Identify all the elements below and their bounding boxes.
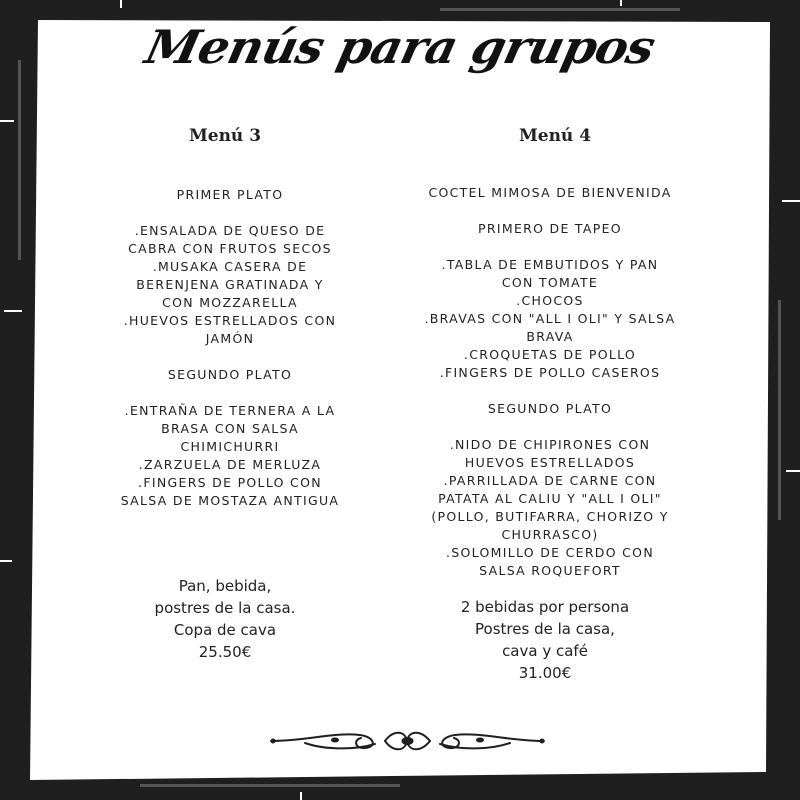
page-title: Menús para grupos [140,20,660,74]
dish-line: .ENSALADA DE QUESO DE [134,223,326,238]
menu-3-includes [100,575,350,663]
include-line: 2 bebidas por persona [460,598,630,616]
dish-line: .CROQUETAS DE POLLO [463,347,637,362]
dish-line: BERENJENA GRATINADA Y [136,277,324,292]
section-heading: SEGUNDO PLATO [167,367,293,382]
dish-line: .NIDO DE CHIPIRONES CON [449,437,651,452]
dish-line: .MUSAKA CASERA DE [152,259,308,274]
welcome-line: COCTEL MIMOSA DE BIENVENIDA [428,185,672,200]
menu-4-price: 31.00€ [518,664,572,682]
dish-line: HUEVOS ESTRELLADOS [464,455,636,470]
dish-line: .FINGERS DE POLLO CASEROS [439,365,661,380]
dish-line: (POLLO, BUTIFARRA, CHORIZO Y [431,509,669,524]
dish-line: PATATA AL CALIU Y "ALL I OLI" [438,491,662,506]
menu-4-heading: Menú 4 [518,126,592,146]
include-line: Copa de cava [173,621,277,639]
dish-line: CON MOZZARELLA [162,295,298,310]
menu-4-dishes [390,184,710,580]
dish-line: CABRA CON FRUTOS SECOS [128,241,332,256]
dish-line: .SOLOMILLO DE CERDO CON [446,545,654,560]
menu-3-heading: Menú 3 [188,126,262,146]
dish-line: .TABLA DE EMBUTIDOS Y PAN [441,257,659,272]
dish-line: .FINGERS DE POLLO CON [138,475,322,490]
section-heading: SEGUNDO PLATO [487,401,613,416]
dish-line: .PARRILLADA DE CARNE CON [443,473,657,488]
include-line: Postres de la casa, [475,620,615,638]
dish-line: .CHOCOS [516,293,584,308]
dish-line: .HUEVOS ESTRELLADOS CON [123,313,337,328]
dish-line: CON TOMATE [501,275,599,290]
menu-3-price: 25.50€ [198,643,252,661]
dish-line: BRAVA [526,329,574,344]
menu-3-dishes [70,186,390,510]
dish-line: .ENTRAÑA DE TERNERA A LA [124,403,336,418]
include-line: postres de la casa. [154,599,296,617]
dish-line: SALSA ROQUEFORT [479,563,621,578]
dish-line: CHIMICHURRI [180,439,280,454]
flourish-divider-icon [265,720,550,762]
section-heading: PRIMER PLATO [176,187,284,202]
dish-line: SALSA DE MOSTAZA ANTIGUA [120,493,340,508]
section-heading: PRIMERO DE TAPEO [478,221,622,236]
dish-line: JAMÓN [205,331,255,346]
include-line: Pan, bebida, [178,577,272,595]
include-line: cava y café [502,642,588,660]
menu-4-includes [420,596,670,684]
dish-line: BRASA CON SALSA [161,421,299,436]
dish-line: .ZARZUELA DE MERLUZA [138,457,322,472]
dish-line: CHURRASCO) [501,527,599,542]
dish-line: .BRAVAS CON "ALL I OLI" Y SALSA [424,311,676,326]
